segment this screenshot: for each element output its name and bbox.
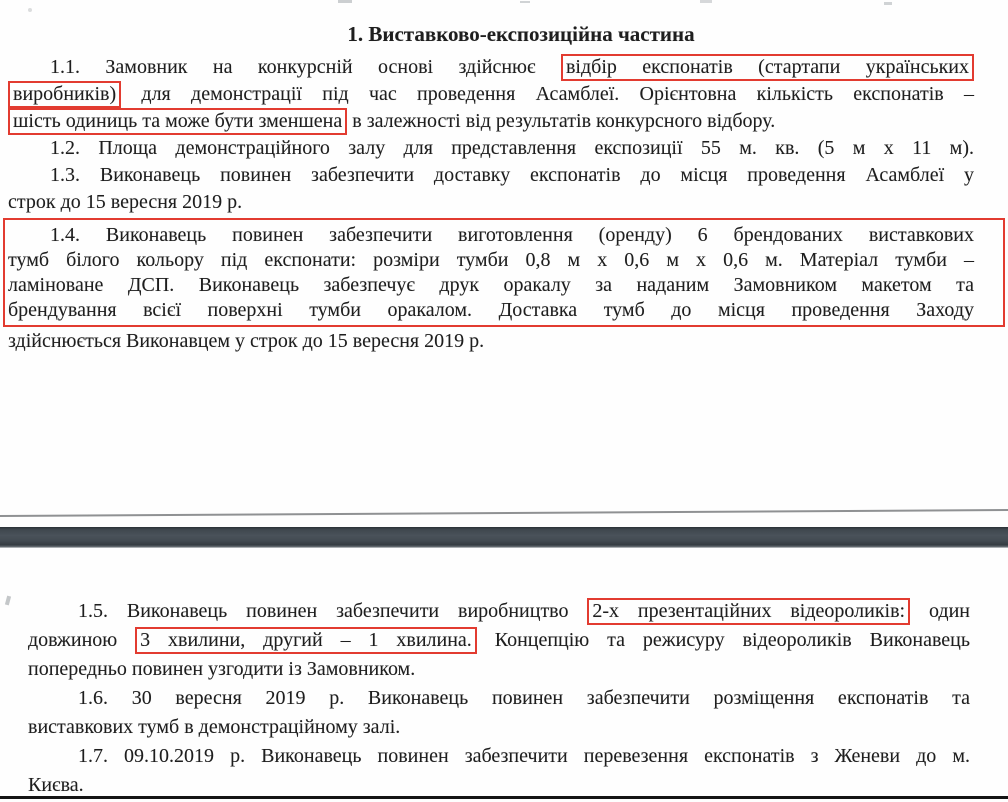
highlight-box: 3 хвилини, другий – 1 хвилина. (135, 627, 477, 654)
text-line: брендування всієї поверхні тумби оракалом. Доставка тумб до місця проведення Заходу (8, 299, 974, 321)
text-line: ламіноване ДСП. Виконавець забезпечує друк оракалу за наданим Замовником макетом та (8, 274, 974, 296)
text-line: 1.4. Виконавець повинен забезпечити виготовлення (оренду) 6 брендованих виставкових (50, 224, 974, 246)
text-segment: 1.1. Замовник на конкурсній основі здійснює (50, 56, 536, 78)
text-segment: довжиною (28, 629, 118, 651)
text-line (28, 597, 970, 626)
section-heading: 1. Виставково-експозиційна частина (347, 22, 695, 46)
highlight-box: відбір експонатів (стартапи українських (561, 54, 974, 81)
text-line (8, 54, 974, 81)
text-line: тумб білого кольору під експонати: розміри тумби 0,8 м х 0,6 м х 0,6 м. Матеріал тумби – (8, 249, 974, 271)
paragraph-1-1 (8, 54, 974, 135)
text-line: Києва. (28, 774, 84, 796)
text-segment: один (929, 600, 971, 622)
paragraph-1-2 (8, 135, 974, 162)
text-segment: в залежності від результатів конкурсного відбору. (352, 110, 776, 132)
text-line: 1.6. 30 вересня 2019 р. Виконавець повинен забезпечити розміщення експонатів та (78, 687, 970, 709)
paragraph-1-3 (8, 162, 974, 216)
text-line: 1.3. Виконавець повинен забезпечити доставку експонатів до місця проведення Асамблеї у (50, 164, 974, 186)
document-section-bottom (0, 593, 1008, 800)
highlight-box: виробників) (8, 81, 121, 108)
scan-fold-line (0, 509, 1008, 517)
bottom-border-line (0, 796, 1008, 799)
text-segment: Концепцію та режисуру відеороликів Виконавець (494, 629, 971, 651)
text-segment: 1.5. Виконавець повинен забезпечити виробництво (78, 600, 569, 622)
text-line: 1.7. 09.10.2019 р. Виконавець повинен забезпечити перевезення експонатів з Женеви до м. (78, 745, 970, 767)
page-break-bar (0, 527, 1008, 548)
text-line: строк до 15 вересня 2019 р. (8, 191, 243, 213)
highlight-box: шість одиниць та може бути зменшена (8, 108, 347, 135)
paragraph-1-6 (28, 684, 970, 742)
paragraph-1-4 (8, 218, 974, 355)
paragraph-1-5 (28, 597, 970, 684)
text-line: виставкових тумб в демонстраційному залі. (28, 716, 401, 738)
text-line: 1.2. Площа демонстраційного залу для представлення експозиції 55 м. кв. (5 м х 11 м). (50, 137, 974, 159)
text-line: здійснюється Виконавцем у строк до 15 вересня 2019 р. (8, 330, 485, 352)
text-line (8, 108, 974, 135)
text-line: попередньо повинен узгодити із Замовником. (28, 658, 416, 680)
highlight-box: 2-х презентаційних відеороликів: (587, 598, 910, 625)
text-segment: для демонстрації під час проведення Асамблеї. Орієнтовна кількість експонатів – (141, 83, 975, 105)
document-section-top (0, 0, 1008, 355)
text-line (8, 81, 974, 108)
highlight-frame-1-4 (3, 218, 1005, 327)
paragraph-1-7 (28, 742, 970, 800)
text-line (28, 626, 970, 655)
